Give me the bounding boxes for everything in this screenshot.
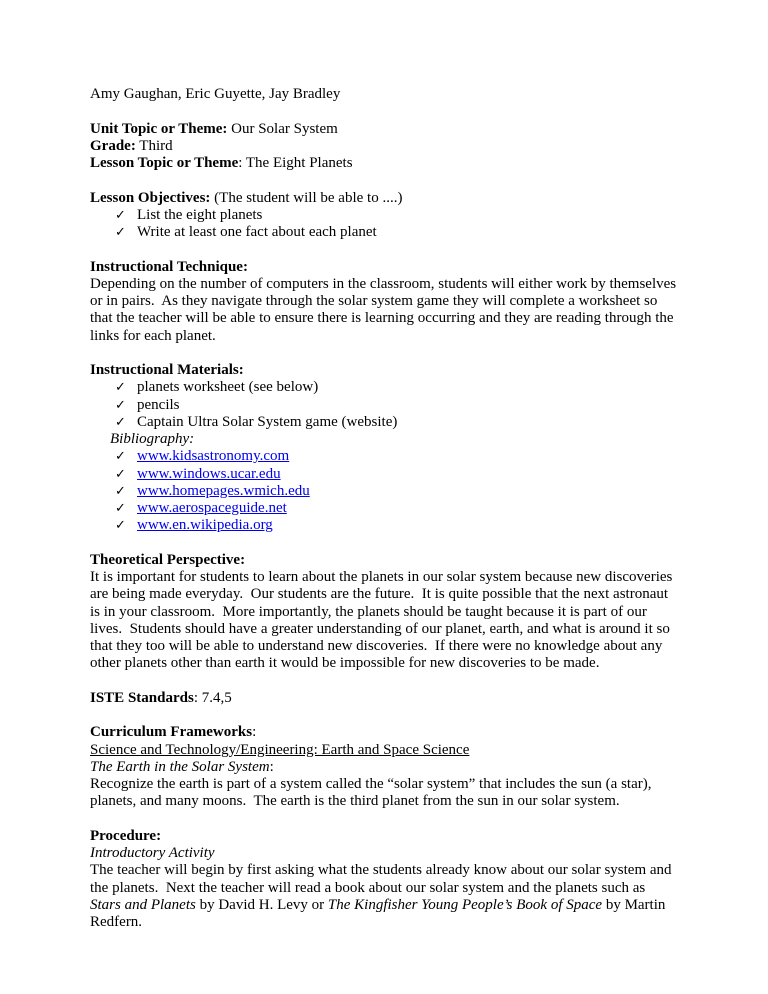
check-icon: ✓	[115, 501, 126, 516]
lesson-topic-line	[90, 155, 678, 172]
frameworks-topic-line	[90, 759, 678, 776]
book-title: Stars and Planets	[90, 896, 196, 913]
objectives-heading-line	[90, 190, 678, 207]
frameworks-strand: Science and Technology/Engineering: Earth and Space Science	[90, 741, 470, 758]
materials-section	[90, 362, 678, 535]
check-icon: ✓	[115, 225, 126, 240]
procedure-paragraph	[90, 862, 678, 931]
check-icon: ✓	[115, 414, 126, 430]
frameworks-heading-suffix: :	[252, 724, 257, 741]
materials-heading: Instructional Materials:	[90, 362, 244, 378]
check-icon: ✓	[115, 483, 126, 499]
frameworks-heading-line	[90, 724, 678, 741]
objectives-heading-suffix: (The student will be able to ....)	[210, 189, 403, 206]
procedure-heading: Procedure:	[90, 827, 162, 844]
check-icon: ✓	[115, 466, 126, 482]
grade-value: Third	[135, 137, 173, 154]
lesson-meta	[90, 121, 678, 173]
list-item	[90, 379, 678, 396]
technique-section	[90, 259, 678, 345]
bibliography-label: Bibliography:	[110, 431, 195, 447]
objectives-heading: Lesson Objectives:	[90, 189, 211, 206]
list-item	[90, 483, 678, 500]
procedure-section	[90, 828, 678, 932]
list-item	[90, 224, 678, 241]
frameworks-topic: The Earth in the Solar System	[90, 758, 270, 775]
check-icon: ✓	[115, 518, 126, 534]
list-item	[90, 414, 678, 431]
procedure-text: by Martin Redfern.	[90, 896, 670, 930]
lesson-topic-value: : The Eight Planets	[238, 155, 353, 171]
objectives-section	[90, 190, 678, 242]
grade-line	[90, 138, 678, 155]
check-icon: ✓	[115, 380, 126, 396]
grade-label: Grade:	[90, 137, 136, 154]
frameworks-topic-suffix: :	[269, 758, 274, 775]
technique-paragraph: Depending on the number of computers in the classroom, students will either work by themselves or in pairs. As they navigate through the solar system game they will complete a worksheet so that the teacher will be able to ensure there is learning occurring and they are reading through the links for each planet.	[90, 275, 680, 344]
objective-text: Write at least one fact about each planet	[137, 224, 377, 240]
procedure-text: The teacher will begin by first asking what the students already know about our solar system and the planets. Next the teacher will read a book about our solar system and the planets such as	[90, 862, 676, 896]
frameworks-paragraph: Recognize the earth is part of a system called the “solar system” that includes the sun (a star), planets, and many moons. The earth is the third planet from the sun in our solar system.	[90, 776, 656, 810]
material-text: pencils	[137, 396, 180, 413]
frameworks-heading: Curriculum Frameworks	[90, 724, 253, 741]
frameworks-section	[90, 724, 678, 810]
objective-text: List the eight planets	[137, 206, 263, 223]
list-item	[90, 517, 678, 534]
technique-heading: Instructional Technique:	[90, 258, 248, 275]
list-item	[90, 448, 678, 465]
iste-label: ISTE Standards	[90, 689, 194, 706]
list-item	[90, 466, 678, 483]
unit-topic-label: Unit Topic or Theme:	[90, 120, 228, 137]
lesson-topic-label: Lesson Topic or Theme	[90, 155, 239, 171]
authors-line: Amy Gaughan, Eric Guyette, Jay Bradley	[90, 86, 341, 102]
procedure-text: by David H. Levy or	[195, 896, 328, 913]
check-icon: ✓	[115, 397, 126, 413]
unit-topic-line	[90, 121, 678, 138]
iste-line	[90, 690, 678, 707]
perspective-section	[90, 552, 678, 673]
bibliography-link[interactable]: www.windows.ucar.edu	[137, 465, 281, 482]
bibliography-link[interactable]: www.aerospaceguide.net	[137, 500, 287, 516]
material-text: planets worksheet (see below)	[137, 379, 319, 396]
bibliography-link[interactable]: www.kidsastronomy.com	[137, 448, 290, 465]
iste-value: : 7.4,5	[193, 689, 232, 706]
procedure-subheading: Introductory Activity	[90, 845, 215, 861]
bibliography-link[interactable]: www.homepages.wmich.edu	[137, 482, 310, 499]
material-text: Captain Ultra Solar System game (website)	[137, 413, 398, 430]
perspective-paragraph: It is important for students to learn about the planets in our solar system because new discoveries are being made everyday. Our students are the future. It is quite possible that the next astronaut is in your classroom. More importantly, the planets should be taught because it is part of our lives. Students should have a greater understanding of our planet, earth, and what is around it so that they too will be able to understand new discoveries. If there were no knowledge about any other planets other than earth it would be impossible for new discoveries to be made.	[90, 569, 677, 672]
list-item	[90, 500, 678, 517]
bibliography-link[interactable]: www.en.wikipedia.org	[137, 517, 273, 534]
perspective-heading: Theoretical Perspective:	[90, 551, 246, 568]
iste-section	[90, 690, 678, 707]
book-title: The Kingfisher Young People’s Book of Space	[327, 896, 603, 913]
check-icon: ✓	[115, 449, 126, 465]
unit-topic-value: Our Solar System	[227, 120, 338, 137]
check-icon: ✓	[115, 207, 126, 223]
list-item	[90, 207, 678, 224]
list-item	[90, 397, 678, 414]
